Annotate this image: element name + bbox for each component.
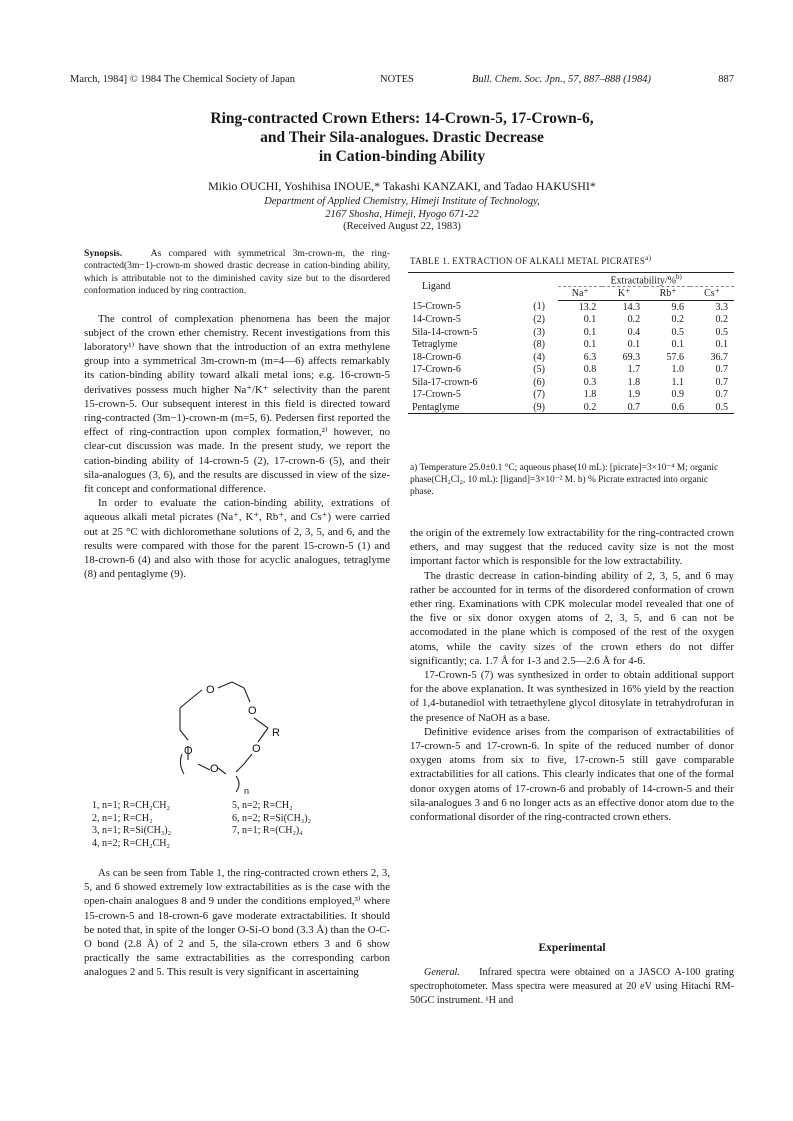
column-header-group (558, 273, 734, 287)
section-heading-experimental: Experimental (538, 942, 606, 954)
value-cell: 3.3 (715, 301, 728, 313)
value-cell: 0.2 (671, 314, 685, 326)
ligand-name-cell: Sila-17-crown-6 (412, 376, 478, 388)
oxygen-label: O (184, 745, 193, 757)
value-cell: 0.5 (715, 326, 728, 338)
synopsis (84, 248, 390, 298)
table-row (408, 300, 734, 313)
paragraph-lead: General. (424, 967, 460, 978)
legend-entry: 5, n=2; R=CH₂ (232, 800, 293, 811)
value-cell: 6.3 (583, 351, 597, 363)
value-cell: 0.7 (715, 364, 728, 376)
compound-number-cell: (9) (531, 401, 558, 414)
legend-entry: 6, n=2; R=Si(CH₃)₂ (232, 812, 312, 824)
ligand-name-cell: Tetraglyme (412, 339, 458, 351)
oxygen-label: O (210, 763, 219, 775)
table-row (408, 401, 734, 414)
value-cell: 0.2 (715, 314, 728, 326)
compound-number-cell: (7) (533, 389, 545, 401)
legend-entry: 2, n=1; R=CH₂ (92, 812, 153, 824)
left-column-bottom (84, 866, 390, 980)
running-header (70, 74, 734, 88)
body-paragraph: As can be seen from Table 1, the ring-contracted crown ethers 2, 3, 5, and 6 showed extremely low extractabilities as is the case with the open-chain analogues 8 and 9 under the conditions employed,³⁾ where 15-crown-5 and 18-crown-6 gave moderate extractabilities. It should be noted that, in spite of the longer O-Si-O bond (3.3 Å) than the O-C-O bond (2.8 Å) of 2 and 5, the sila-crown ethers 3 and 6 show practically the same extractabilities as the corresponding carbon analogues 2 and 5. This result is very significant in ascertaining (84, 867, 390, 979)
affiliation-line: 2167 Shosha, Himeji, Hyogo 671-22 (325, 209, 479, 220)
value-cell: 0.4 (627, 326, 641, 338)
ligand-name-cell: Sila-14-crown-5 (412, 326, 478, 338)
synopsis-heading: Synopsis. (84, 248, 123, 259)
title-line: in Cation-binding Ability (318, 148, 486, 165)
ligand-name-cell: 17-Crown-6 (412, 364, 461, 376)
value-cell: 0.7 (715, 389, 728, 401)
value-cell: 0.5 (690, 401, 734, 414)
right-column (410, 526, 734, 824)
compound-number-cell: (3) (533, 326, 545, 338)
header-section: NOTES (380, 74, 414, 85)
ligand-name-cell: Pentaglyme (408, 401, 531, 414)
table-row (408, 388, 734, 401)
header-page-number: 887 (718, 74, 734, 85)
repeat-subscript: n (244, 786, 250, 794)
value-cell: 0.1 (627, 339, 641, 351)
body-paragraph: The drastic decrease in cation-binding ability of 2, 3, 5, and 6 may rather be accounted for in terms of the disordered conformation of crown ether ring. Examinations with CPK molecular model revealed that one of the five or six donor oxygen atoms of 2, 3, 5, and 6 can not be accomodated in the plane which is composed of the rest of the oxygen atoms, while the cavity sizes of the crown ethers do not differ significantly; ca. 1.7 Å for 1-3 and 2.5—2.6 Å for 4-6. (410, 569, 734, 667)
ligand-name-cell: 18-Crown-6 (412, 351, 461, 363)
legend-row (86, 800, 376, 813)
experimental-section (410, 966, 734, 1009)
received-date: (Received August 22, 1983) (343, 221, 461, 232)
legend-row (86, 813, 376, 826)
value-cell: 0.7 (602, 401, 646, 414)
value-cell: 69.3 (622, 351, 641, 363)
value-cell: 1.8 (583, 389, 597, 401)
compound-number-cell: (6) (533, 376, 545, 388)
table-row (408, 351, 734, 364)
value-cell: 0.7 (715, 376, 728, 388)
author-list: Mikio OUCHI, Yoshihisa INOUE,* Takashi KANZAKI, and Tadao HAKUSHI* (208, 179, 596, 193)
value-cell: 1.8 (627, 376, 641, 388)
value-cell: 0.1 (583, 339, 597, 351)
column-header: K⁺ (602, 287, 646, 301)
extraction-table (408, 272, 734, 414)
value-cell: 0.1 (583, 326, 597, 338)
value-cell: 13.2 (578, 301, 597, 313)
ligand-name-cell: 15-Crown-5 (412, 301, 461, 313)
table-row (408, 376, 734, 389)
value-cell: 0.1 (715, 339, 728, 351)
oxygen-label: O (252, 743, 261, 755)
title-line: Ring-contracted Crown Ethers: 14-Crown-5, 17-Crown-6, (210, 110, 594, 127)
affiliation-line: Department of Applied Chemistry, Himeji Institute of Technology, (264, 196, 540, 207)
compound-number-cell: (2) (533, 314, 545, 326)
value-cell: 0.8 (583, 364, 597, 376)
header-journal-date: March, 1984] © 1984 The Chemical Society of Japan (70, 74, 296, 85)
value-cell: 1.7 (627, 364, 641, 376)
table-caption-note: a) (645, 254, 652, 262)
legend-entry: 7, n=1; R=(CH₂)₄ (232, 825, 303, 837)
legend-row (86, 838, 376, 851)
table-row (408, 363, 734, 376)
table-body (408, 300, 734, 414)
table-footnote: a) Temperature 25.0±0.1 °C; aqueous phase(10 mL): [picrate]=3×10⁻⁴ M; organic phase(CH₂Cl₂, 10 mL): [ligand]=3×10⁻² M. b) % Picrate extracted into organic phase. (410, 463, 719, 497)
column-header: Cs⁺ (690, 287, 734, 301)
structure-diagram (140, 672, 320, 794)
body-paragraph: The control of complexation phenomena has been the major subject of the crown ether chemistry. Recent investigations from this laboratory¹⁾ have shown that the introduction of an extra methylene group into a symmetrical 3m-crown-m (m=4—6) affects remarkably its cation-binding ability toward alkali metal ions; e.g. 16-crown-5 derivatives possess much higher Na⁺/K⁺ selectivity than the parent 15-crown-5. Our subsequent interest in this field is directed toward ring-contracted (3m−1)-crown-m (m=5, 6). Pedersen first reported the effect of ring-contraction upon complex formation,²⁾ however, no clear-cut discussion was made. In the present study, we report the cation-binding ability of 14-crown-5 (2), 17-crown-6 (5), and their sila-analogues (3, 6), and the results are discussed in view of the size-fit concept and conformational difference. (84, 312, 390, 496)
oxygen-label: O (206, 684, 215, 696)
article-title (70, 109, 734, 166)
body-paragraph: Definitive evidence arises from the comparison of extractabilities of 17-crown-5 and 17-crown-6. In spite of the reduced number of donor oxygen atoms from six to five, 17-crown-5 still gave comparable extractabilities for all cations. This clearly indicates that one of the formal donor oxygen atoms of 17-crown-6 and probably of 14-crown-5 and their sila-analogues 3 and 6 no longer acts as an effective donor atom due to the conformational disorder of the ring-contracted crown ethers. (410, 725, 734, 824)
left-column-top (84, 248, 390, 581)
column-group-note: b) (675, 273, 682, 281)
body-paragraph (410, 966, 734, 1009)
affiliation (70, 195, 734, 221)
compound-number-cell: (5) (533, 364, 545, 376)
body-paragraph: 17-Crown-5 (7) was synthesized in order to obtain additional support for the above explanation. It was synthesized in 16% yield by the reaction of 1,4-butanediol with tetraethylene glycol ditosylate in tetrahydrofuran in the presence of NaOH as a base. (410, 669, 734, 724)
compound-number-cell: (4) (533, 351, 545, 363)
paragraph-text: Infrared spectra were obtained on a JASCO A-100 grating spectrophotometer. Mass spectra were measured at 20 eV using Hitachi RM-50GC instrument. ¹H and (410, 967, 734, 1007)
table-caption-text: TABLE 1. EXTRACTION OF ALKALI METAL PICRATES (410, 256, 646, 266)
r-group-label: R (272, 727, 280, 739)
value-cell: 36.7 (710, 351, 728, 363)
ligand-name-cell: 17-Crown-5 (412, 389, 461, 401)
legend-entry: 3, n=1; R=Si(CH₃)₂ (92, 825, 172, 837)
table-row (408, 313, 734, 326)
value-cell: 0.5 (671, 326, 685, 338)
synopsis-text: As compared with symmetrical 3m-crown-m, the ring-contracted(3m−1)-crown-m showed drastic decrease in cation-binding ability, which is attributable not to the diminished cavity size but to the disordered conformation induced by ring contraction. (84, 248, 390, 297)
compound-number-cell: (8) (533, 339, 545, 351)
table-header-row (408, 273, 734, 287)
header-citation: Bull. Chem. Soc. Jpn., 57, 887–888 (1984) (472, 74, 652, 85)
value-cell: 0.1 (583, 314, 597, 326)
value-cell: 0.6 (646, 401, 690, 414)
legend-entry: 1, n=1; R=CH₂CH₂ (92, 800, 170, 811)
column-header: Rb⁺ (646, 287, 690, 301)
legend-entry: 4, n=2; R=CH₂CH₂ (92, 837, 170, 849)
value-cell: 1.0 (671, 364, 685, 376)
table-row (408, 326, 734, 339)
table-caption (410, 254, 734, 266)
legend-row (86, 825, 376, 838)
column-header-ligand: Ligand (408, 273, 558, 301)
value-cell: 1.1 (671, 376, 685, 388)
column-group-label: Extractability/% (610, 275, 676, 287)
value-cell: 9.6 (671, 301, 685, 313)
value-cell: 0.9 (671, 389, 685, 401)
value-cell: 14.3 (622, 301, 641, 313)
crown-ether-structure (140, 672, 320, 794)
value-cell: 0.3 (583, 376, 597, 388)
body-paragraph: In order to evaluate the cation-binding ability, extrations of aqueous alkali metal picrates (Na⁺, K⁺, Rb⁺, and Cs⁺) were carried out at 25 °C with dichloromethane solutions of 2, 3, 5, and 6, and the results were compared with those for the parent 15-crown-5 (1) and 18-crown-6 (4) and also with those for acyclic analogues, tetraglyme (8) and pentaglyme (9). (84, 497, 390, 581)
value-cell: 0.2 (627, 314, 641, 326)
value-cell: 57.6 (666, 351, 685, 363)
column-header: Na⁺ (558, 287, 602, 301)
table-row (408, 338, 734, 351)
value-cell: 1.9 (627, 389, 641, 401)
body-paragraph: the origin of the extremely low extractability for the ring-contracted crown ethers, and may suggest that the reduced cavity size is not the most important factor which is responsible for the low extractability. (410, 527, 734, 568)
title-line: and Their Sila-analogues. Drastic Decrease (260, 129, 544, 146)
value-cell: 0.2 (558, 401, 602, 414)
compound-legend (86, 800, 376, 850)
compound-number-cell: (1) (533, 301, 545, 313)
oxygen-label: O (248, 705, 257, 717)
value-cell: 0.1 (671, 339, 685, 351)
ligand-name-cell: 14-Crown-5 (412, 314, 461, 326)
